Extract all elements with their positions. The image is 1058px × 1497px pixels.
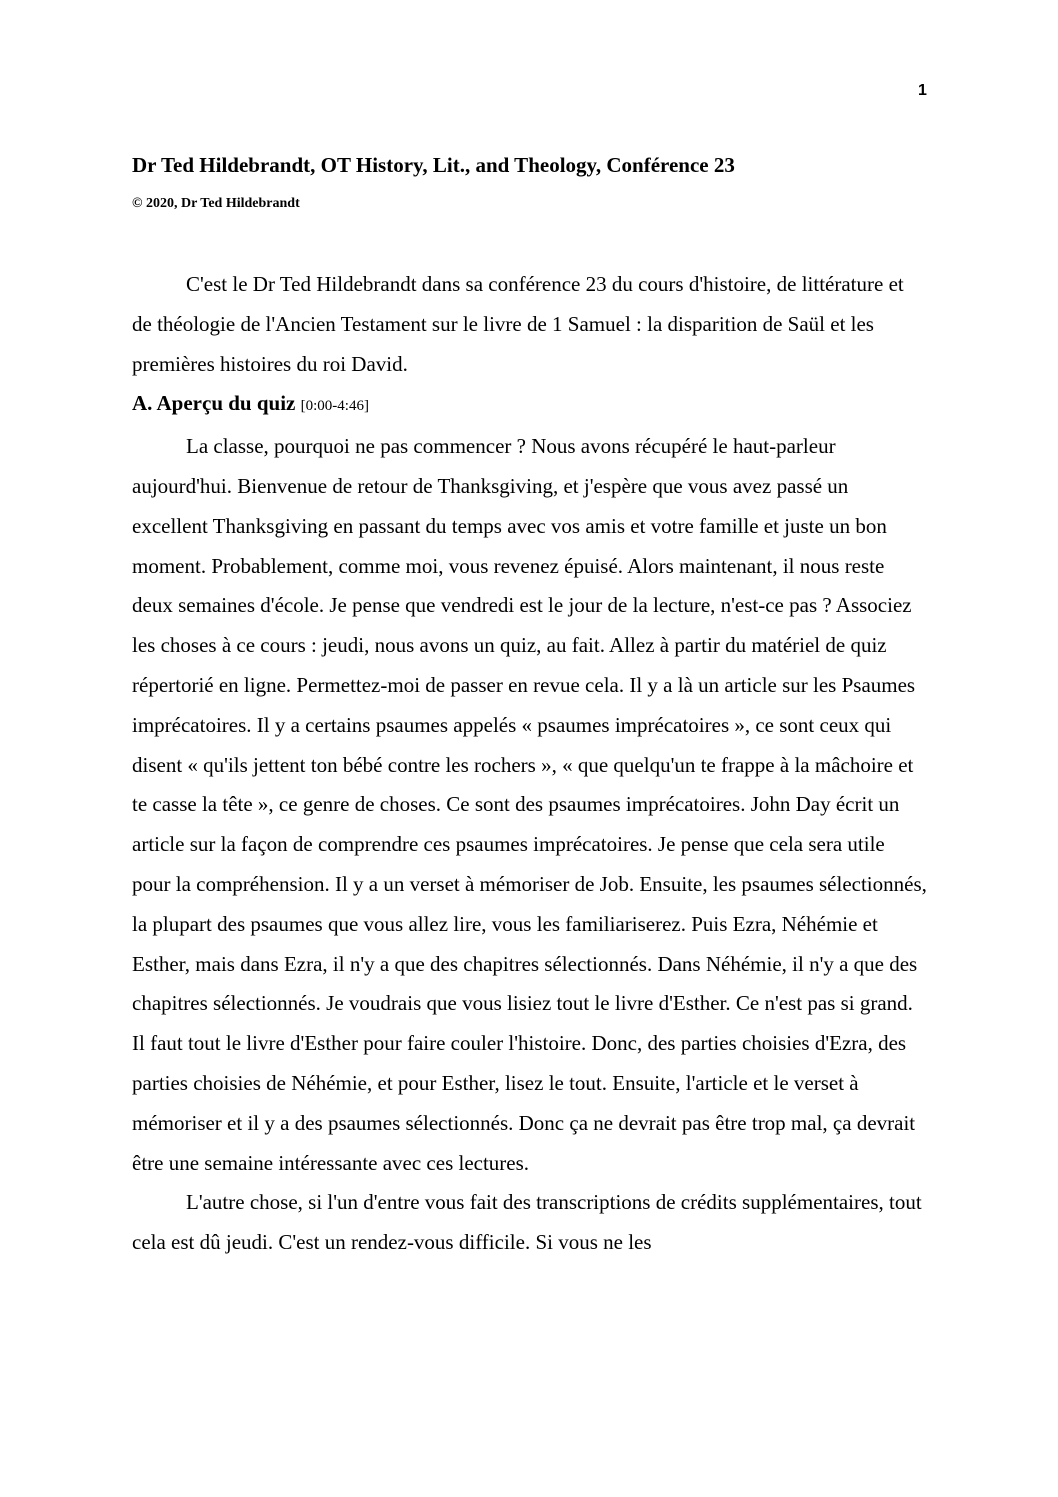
document-title: Dr Ted Hildebrandt, OT History, Lit., and Theology, Conférence 23: [132, 153, 735, 177]
body-paragraph-1: La classe, pourquoi ne pas commencer ? Nous avons récupéré le haut-parleur aujourd'hui. Bienvenue de retour de Thanksgiving, et j'espère que vous avez passé un excellent Thanksgiving en passant du temps avec vos amis et votre famille et juste un bon moment. Probablement, comme moi, vous revenez épuisé. Alors maintenant, il nous reste deux semaines d'école. Je pense que vendredi est le jour de la lecture, n'est-ce pas ? Associez les choses à ce cours : jeudi, nous avons un quiz, au fait. Allez à partir du matériel de quiz répertorié en ligne. Permettez-moi de passer en revue cela. Il y a là un article sur les Psaumes imprécatoires. Il y a certains psaumes appelés « psaumes imprécatoires », ce sont ceux qui disent « qu'ils jettent ton bébé contre les rochers », « que quelqu'un te frappe à la mâchoire et te casse la tête », ce genre de choses. Ce sont des psaumes imprécatoires. John Day écrit un article sur la façon de comprendre ces psaumes imprécatoires. Je pense que cela sera utile pour la compréhension. Il y a un verset à mémoriser de Job. Ensuite, les psaumes sélectionnés, la plupart des psaumes que vous allez lire, vous les familiariserez. Puis Ezra, Néhémie et Esther, mais dans Ezra, il n'y a que des chapitres sélectionnés. Dans Néhémie, il n'y a que des chapitres sélectionnés. Je voudrais que vous lisiez tout le livre d'Esther. Ce n'est pas si grand. Il faut tout le livre d'Esther pour faire couler l'histoire. Donc, des parties choisies d'Ezra, des parties choisies de Néhémie, et pour Esther, lisez le tout. Ensuite, l'article et le verset à mémoriser et il y a des psaumes sélectionnés. Donc ça ne devrait pas être trop mal, ça devrait être une semaine intéressante avec ces lectures.: [132, 434, 927, 1175]
section-heading: [132, 384, 927, 427]
section-timestamp: [0:00-4:46]: [300, 398, 369, 415]
copyright-line: © 2020, Dr Ted Hildebrandt: [132, 196, 300, 211]
section-heading-label: A. Aperçu du quiz: [132, 391, 296, 416]
body-paragraph-2: L'autre chose, si l'un d'entre vous fait des transcriptions de crédits supplémentaires, tout cela est dû jeudi. C'est un rendez-vous difficile. Si vous ne les: [132, 1190, 922, 1255]
page-number: 1: [918, 82, 927, 99]
document-body: [132, 265, 927, 1263]
intro-paragraph: C'est le Dr Ted Hildebrandt dans sa conférence 23 du cours d'histoire, de littérature et de théologie de l'Ancien Testament sur le livre de 1 Samuel : la disparition de Saül et les premières histoires du roi David.: [132, 272, 904, 376]
